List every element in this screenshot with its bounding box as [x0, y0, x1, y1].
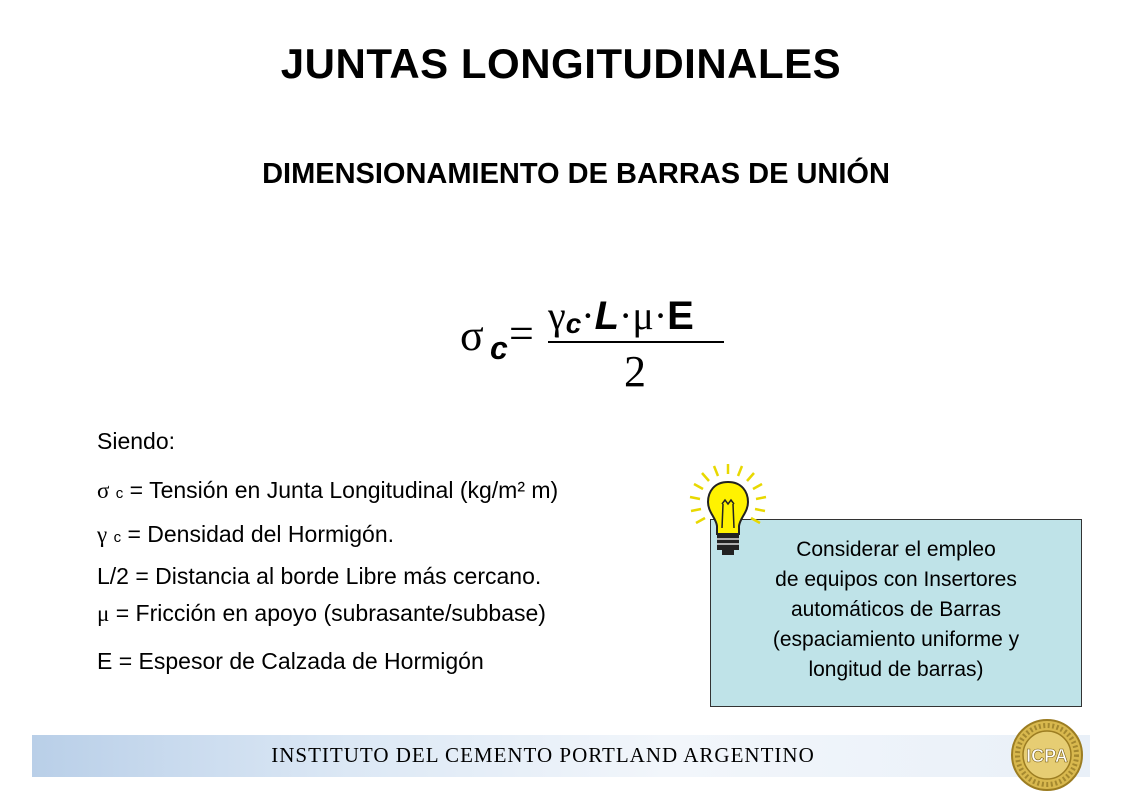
logo-text: ICPA	[1026, 746, 1068, 766]
sigma-symbol: σ	[97, 478, 110, 503]
formula-dot: ·	[653, 293, 668, 338]
gamma-definition-text: = Densidad del Hormigón.	[121, 521, 395, 547]
lightbulb-icon	[688, 462, 768, 562]
definition-L: L/2 = Distancia al borde Libre más cercano.	[97, 563, 542, 589]
definition-sigma	[97, 477, 558, 504]
note-line: de equipos con Insertores	[775, 568, 1017, 591]
sigma-subscript: c	[115, 485, 124, 502]
note-line: (espaciamiento uniforme y	[772, 628, 1020, 651]
gamma-symbol: γ	[97, 522, 108, 547]
formula-gamma: γ	[548, 293, 566, 338]
page-subtitle: DIMENSIONAMIENTO DE BARRAS DE UNIÓN	[262, 158, 890, 190]
definition-gamma	[97, 521, 394, 548]
formula-gamma-subscript: c	[565, 308, 582, 339]
formula-equals: =	[509, 309, 534, 358]
formula-L: L	[594, 294, 620, 338]
formula-denominator: 2	[624, 347, 646, 396]
formula-mu: μ	[632, 293, 654, 338]
formula-fraction-bar	[548, 341, 724, 343]
formula-lhs-subscript: c	[490, 330, 508, 366]
sigma-definition-text: = Tensión en Junta Longitudinal (kg/m² m)	[123, 477, 559, 503]
footer-text: INSTITUTO DEL CEMENTO PORTLAND ARGENTINO	[271, 743, 815, 767]
formula-lhs-sigma: σ	[460, 311, 484, 360]
definition-E: E = Espesor de Calzada de Hormigón	[97, 648, 484, 674]
note-line: longitud de barras)	[808, 658, 984, 681]
formula-numerator	[548, 292, 694, 339]
definition-mu	[97, 600, 546, 627]
mu-definition-text: = Fricción en apoyo (subrasante/subbase)	[109, 600, 546, 626]
gamma-subscript: c	[113, 529, 122, 546]
definitions-intro: Siendo:	[97, 428, 176, 454]
icpa-logo	[1010, 718, 1084, 792]
formula	[460, 292, 740, 402]
note-line: automáticos de Barras	[790, 598, 1002, 621]
formula-E: E	[667, 294, 694, 338]
page-title: JUNTAS LONGITUDINALES	[280, 40, 842, 87]
formula-dot: ·	[619, 293, 633, 338]
formula-dot: ·	[581, 293, 595, 338]
mu-symbol: μ	[97, 601, 110, 626]
note-line: Considerar el empleo	[796, 538, 996, 561]
